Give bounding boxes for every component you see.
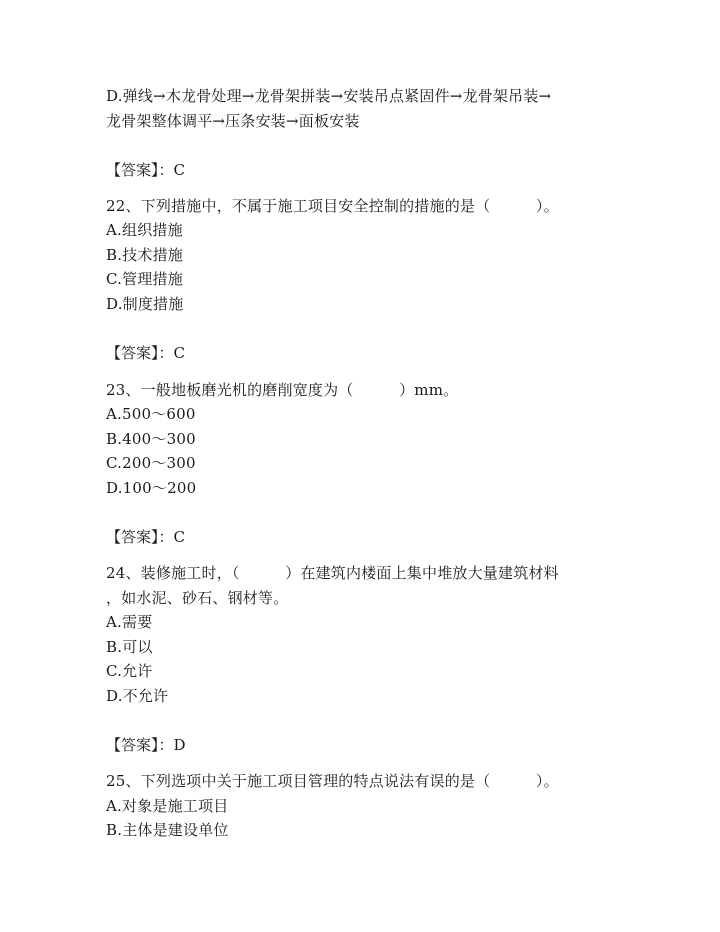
q24-option-d: D.不允许 xyxy=(106,687,169,705)
q24-question-line1: 24、装修施工时，（ ）在建筑内楼面上集中堆放大量建筑材料 xyxy=(106,564,559,582)
q24-option-a: A.需要 xyxy=(106,613,153,631)
q24-option-b: B.可以 xyxy=(106,638,153,656)
q21-option-d-line1: D.弹线→木龙骨处理→龙骨架拼装→安装吊点紧固件→龙骨架吊装→ xyxy=(106,87,552,105)
q22-option-a: A.组织措施 xyxy=(106,221,183,239)
q22-option-d: D.制度措施 xyxy=(106,295,184,313)
q25-option-b: B.主体是建设单位 xyxy=(106,821,229,839)
q23-question: 23、一般地板磨光机的磨削宽度为（ ）mm。 xyxy=(106,381,459,399)
q22-option-b: B.技术措施 xyxy=(106,246,183,264)
q21-option-d-line2: 龙骨架整体调平→压条安装→面板安装 xyxy=(106,112,360,130)
q22-option-c: C.管理措施 xyxy=(106,270,183,288)
q22-question: 22、下列措施中，不属于施工项目安全控制的措施的是（ ）。 xyxy=(106,197,559,215)
q25-option-a: A.对象是施工项目 xyxy=(106,797,229,815)
q23-answer: 【答案】：C xyxy=(106,528,185,546)
q23-option-b: B.400～300 xyxy=(106,430,196,448)
q22-answer: 【答案】：C xyxy=(106,344,185,362)
q24-question-line2: ，如水泥、砂石、钢材等。 xyxy=(106,589,289,607)
q25-question: 25、下列选项中关于施工项目管理的特点说法有误的是（ ）。 xyxy=(106,772,559,790)
q24-answer: 【答案】：D xyxy=(106,736,186,754)
q23-option-a: A.500～600 xyxy=(106,405,196,423)
q23-option-d: D.100～200 xyxy=(106,479,197,497)
q21-answer: 【答案】：C xyxy=(106,161,185,179)
q23-option-c: C.200～300 xyxy=(106,454,196,472)
q24-option-c: C.允许 xyxy=(106,662,153,680)
